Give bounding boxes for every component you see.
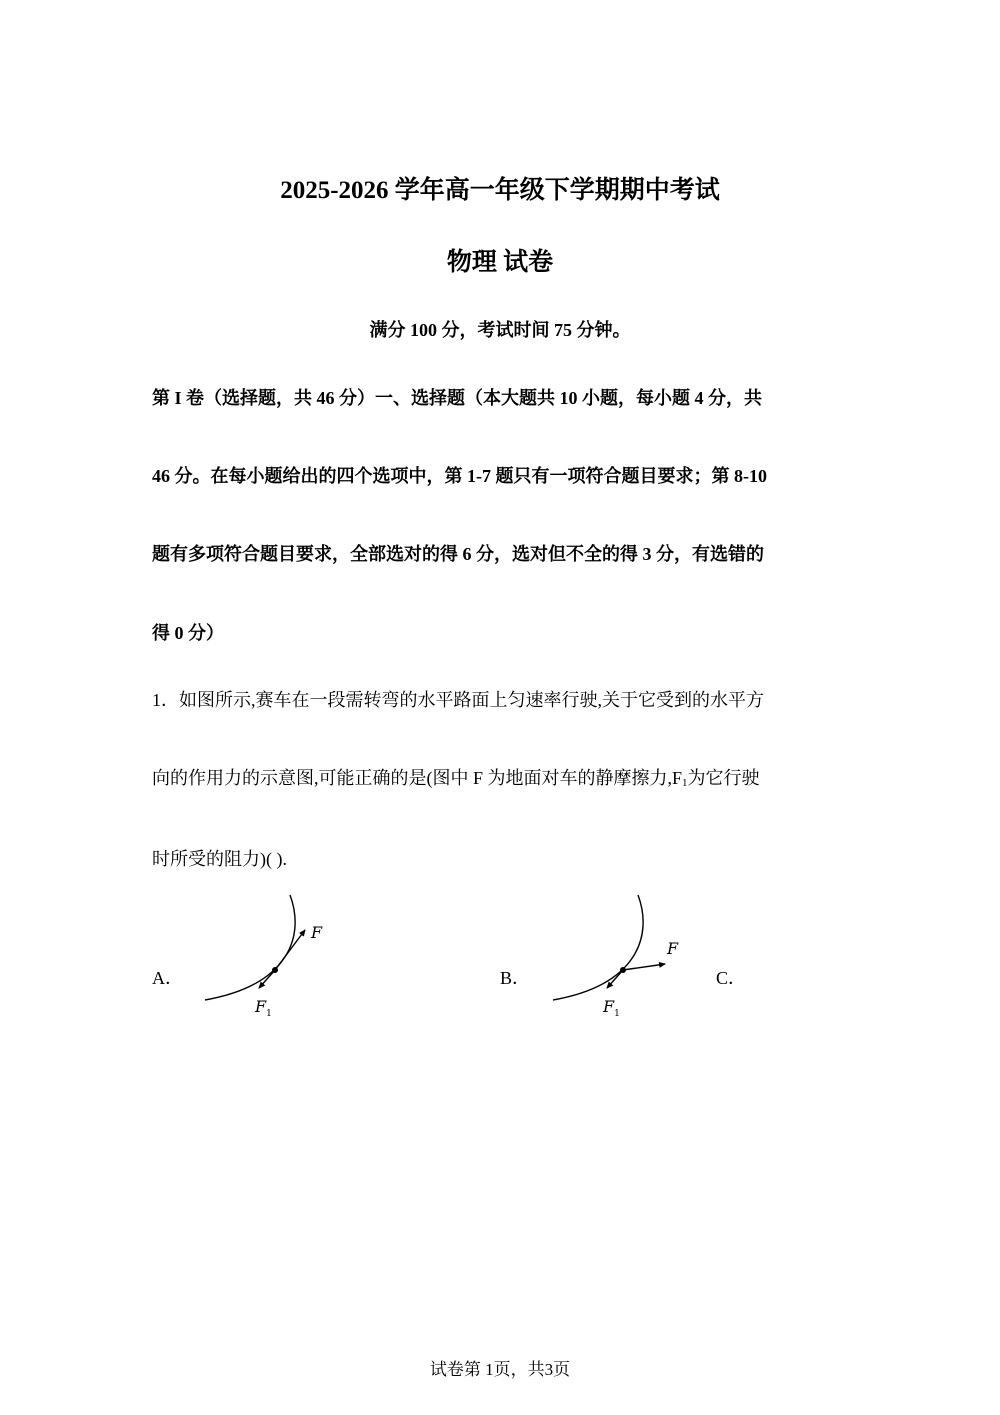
force-f1-label: $F_1$ — [603, 997, 620, 1019]
exam-title: 2025-2026 学年高一年级下学期期中考试 — [280, 177, 720, 204]
force-f1-label: $F_1$ — [255, 997, 272, 1019]
question-1-line-2-tail: 为它行驶 — [687, 768, 760, 788]
force-f-label: F — [311, 923, 323, 942]
instruction-line-1: 第 I 卷（选择题，共 46 分）一、选择题（本大题共 10 小题，每小题 4 分，共 — [152, 388, 763, 408]
option-c-label: C． — [716, 968, 747, 988]
option-b-diagram — [543, 890, 693, 1030]
instruction-line-3: 题有多项符合题目要求，全部选对的得 6 分，选对但不全的得 3 分，有选错的 — [152, 544, 764, 564]
instruction-line-4: 得 0 分） — [152, 623, 224, 643]
option-a-diagram — [195, 890, 345, 1030]
force-f-label: F — [667, 939, 679, 958]
exam-subtitle: 物理 试卷 — [446, 249, 554, 276]
page-footer: 试卷第 1页，共3页 — [429, 1360, 571, 1379]
question-1-line-3: 时所受的阻力)( ). — [152, 849, 287, 869]
curved-road — [553, 895, 643, 1000]
curved-road — [205, 895, 295, 1000]
question-1-line-1: 1．如图所示,赛车在一段需转弯的水平路面上匀速率行驶,关于它受到的水平方 — [152, 690, 764, 710]
question-1-line-2 — [152, 764, 842, 790]
option-a-label: A． — [152, 968, 183, 988]
force-f1-arrow — [259, 970, 275, 988]
score-info: 满分 100 分，考试时间 75 分钟。 — [369, 320, 631, 340]
force-f1-arrow — [607, 970, 623, 988]
subscript-1: 1 — [682, 777, 688, 789]
force-f-arrow — [275, 930, 305, 970]
question-1-line-2-text: 向的作用力的示意图,可能正确的是(图中 F 为地面对车的静摩擦力,F — [152, 768, 683, 788]
option-b-label: B． — [500, 968, 531, 988]
instruction-line-2: 46 分。在每小题给出的四个选项中，第 1-7 题只有一项符合题目要求；第 8-10 — [152, 466, 767, 486]
force-f-arrow — [623, 964, 665, 970]
